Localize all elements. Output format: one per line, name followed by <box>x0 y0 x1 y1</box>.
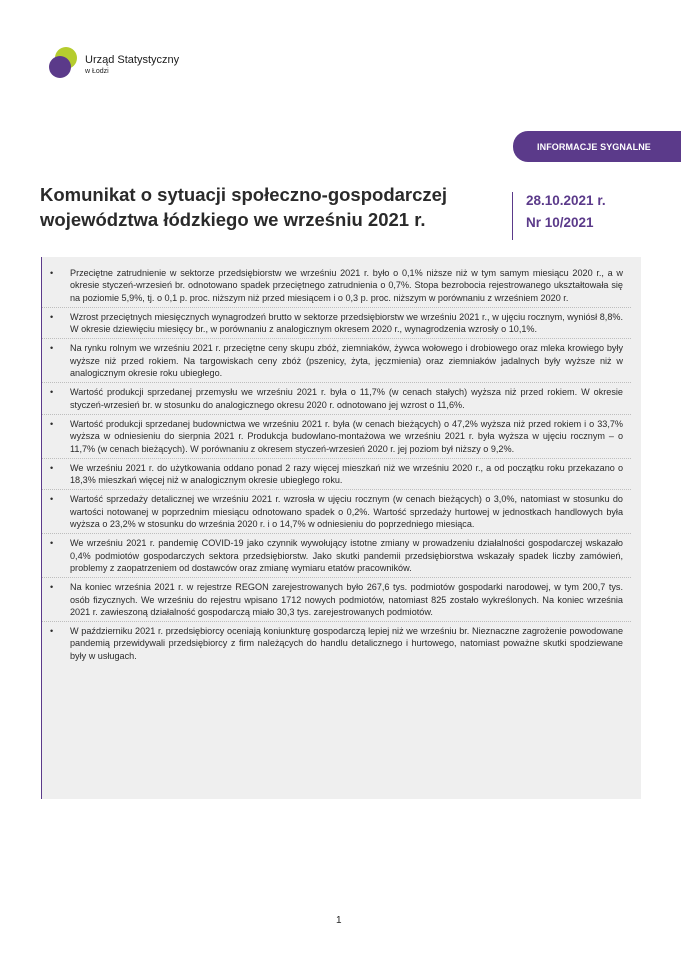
list-item-text: W październiku 2021 r. przedsiębiorcy oceniają koniunkturę gospodarczą lepiej niż we wrześniu br. Nieznaczne zagrożenie powodowane pandemią przewidywali przedsiębiorcy z firm należących do handlu detalicznego i hurtowego, natomiast poważne skutki spodziewane były w usługach. <box>70 626 623 661</box>
divider <box>42 381 631 383</box>
bullet-icon: • <box>50 268 54 278</box>
bullet-icon: • <box>50 387 54 398</box>
divider <box>42 620 631 622</box>
title-line-2: województwa łódzkiego we wrześniu 2021 r. <box>40 209 426 230</box>
logo <box>46 45 206 90</box>
bullet-icon: • <box>50 494 54 505</box>
list-item-text: Wzrost przeciętnych miesięcznych wynagrodzeń brutto w sektorze przedsiębiorstw we wrześniu 2021 r., w ujęciu rocznym, wyniósł 8,8%. W okresie dziewięciu miesięcy br., w porównaniu z analogicznym okresem 2020 r., wynagrodzenia wzrosły o 10,1%. <box>70 311 623 335</box>
list-item-text: Wartość sprzedaży detalicznej we wrześniu 2021 r. wzrosła w ujęciu rocznym (w cenach bieżących) o 3,0%, natomiast w stosunku do wartości notowanej w poprzednim miesiącu odnotowano spadek o 0,2%. Wartość sprzedaży hurtowej w jednostkach handlowych była wyższa o 23,2% w stosunku do września 2020 r. i o 14,7% w odniesieniu do poprzedniego miesiąca. <box>70 494 623 530</box>
list-item <box>42 418 631 455</box>
bullet-icon: • <box>50 418 54 429</box>
bullet-icon: • <box>50 343 54 354</box>
list-item <box>42 267 631 304</box>
list-item <box>42 493 631 530</box>
divider <box>42 306 631 308</box>
date-block <box>512 192 606 240</box>
summary-panel <box>41 257 641 799</box>
release-number: Nr 10/2021 <box>526 215 594 230</box>
bullet-icon: • <box>50 311 54 322</box>
list-item <box>42 581 631 618</box>
bullet-icon: • <box>50 626 54 637</box>
title-line-1: Komunikat o sytuacji społeczno-gospodarczej <box>40 184 448 205</box>
list-item <box>42 462 631 487</box>
bullet-icon: • <box>50 462 54 473</box>
divider <box>42 488 631 490</box>
list-item-text: We wrześniu 2021 r. do użytkowania oddano ponad 2 razy więcej mieszkań niż we wrześniu 2020 r., a od początku roku przekazano o 18,3% mieszkań więcej niż w analogicznym okresie ubiegłego roku. <box>70 462 623 486</box>
list-item-text: Na koniec września 2021 r. w rejestrze REGON zarejestrowanych było 267,6 tys. podmiotów gospodarki narodowej, w tym 200,7 tys. osób fizycznych. We wrześniu do rejestru wpisano 1712 nowych podmiotów, natomiast 825 zostało wykreślonych. Na koniec września 2021 r. zawieszoną działalność gospodarczą miało 30,3 tys. zarejestrowanych podmiotów. <box>70 582 623 617</box>
page-number: 1 <box>336 915 342 926</box>
divider <box>42 337 631 339</box>
category-badge: INFORMACJE SYGNALNE <box>513 131 681 162</box>
list-item-text: Wartość produkcji sprzedanej przemysłu we wrześniu 2021 r. była o 11,7% (w cenach stałych) wyższa niż przed rokiem. W okresie styczeń-wrzesień br. w stosunku do analogicznego okresu 2020 r. odnotowano jej wzrost o 11,6%. <box>70 387 623 410</box>
list-item <box>42 386 631 411</box>
release-date: 28.10.2021 r. <box>526 193 606 208</box>
list-item <box>42 537 631 574</box>
list-item-text: We wrześniu 2021 r. pandemię COVID-19 jako czynnik wywołujący istotne zmiany w prowadzeniu działalności gospodarczej wskazało 0,4% podmiotów gospodarczych sektora przedsiębiorstw. Jako skutki pandemii przedsiębiorstwa wskazały spadek liczby zamówień, problemy z zaopatrzeniem od dostawców oraz zmianę wymiaru etatów pracowników. <box>70 538 623 573</box>
list-item <box>42 625 631 662</box>
list-item-text: Przeciętne zatrudnienie w sektorze przedsiębiorstw we wrześniu 2021 r. było o 0,1% niższe niż w tym samym miesiącu 2020 r., a w okresie styczeń-wrzesień br. odnotowano spadek przeciętnego zatrudnienia o 0,7%. Stopa bezrobocia rejestrowanego ukształtowała się na poziomie 5,9%, tj. o 0,1 p. proc. niższym niż przed miesiącem i o 0,3 p. proc. niższym w porównaniu z wrześniem 2020 r. <box>70 268 623 303</box>
list-item <box>42 342 631 379</box>
list-item-text: Wartość produkcji sprzedanej budownictwa we wrześniu 2021 r. była (w cenach bieżących) o 47,2% wyższa niż przed rokiem i o 33,7% wyższa w odniesieniu do sierpnia 2021 r. Produkcja budowlano-montażowa we wrześniu 2021 r. była wyższa w ujęciu rocznym – o 11,7% (w cenach bieżących). W porównaniu z okresem styczeń-wrzesień 2020 r. jej poziom był niższy o 9,2%. <box>70 418 623 454</box>
logo-name: Urząd Statystyczny <box>85 54 180 66</box>
logo-subtitle: w Łodzi <box>85 68 109 75</box>
bullet-icon: • <box>50 582 54 593</box>
bullet-icon: • <box>50 538 54 549</box>
divider <box>42 413 631 415</box>
list-item <box>42 311 631 336</box>
divider <box>42 576 631 578</box>
summary-list <box>42 267 631 662</box>
page-title <box>40 182 500 232</box>
divider <box>42 457 631 459</box>
divider <box>42 532 631 534</box>
logo-icon <box>46 45 82 81</box>
list-item-text: Na rynku rolnym we wrześniu 2021 r. przeciętne ceny skupu zbóż, ziemniaków, żywca wołowego i drobiowego oraz mleka krowiego były wyższe niż przed rokiem. Na targowiskach ceny zbóż (pszenicy, żyta, jęczmienia) oraz ziemniaków jadalnych były wyższe niż w analogicznym okresie roku ubiegłego. <box>70 343 623 379</box>
